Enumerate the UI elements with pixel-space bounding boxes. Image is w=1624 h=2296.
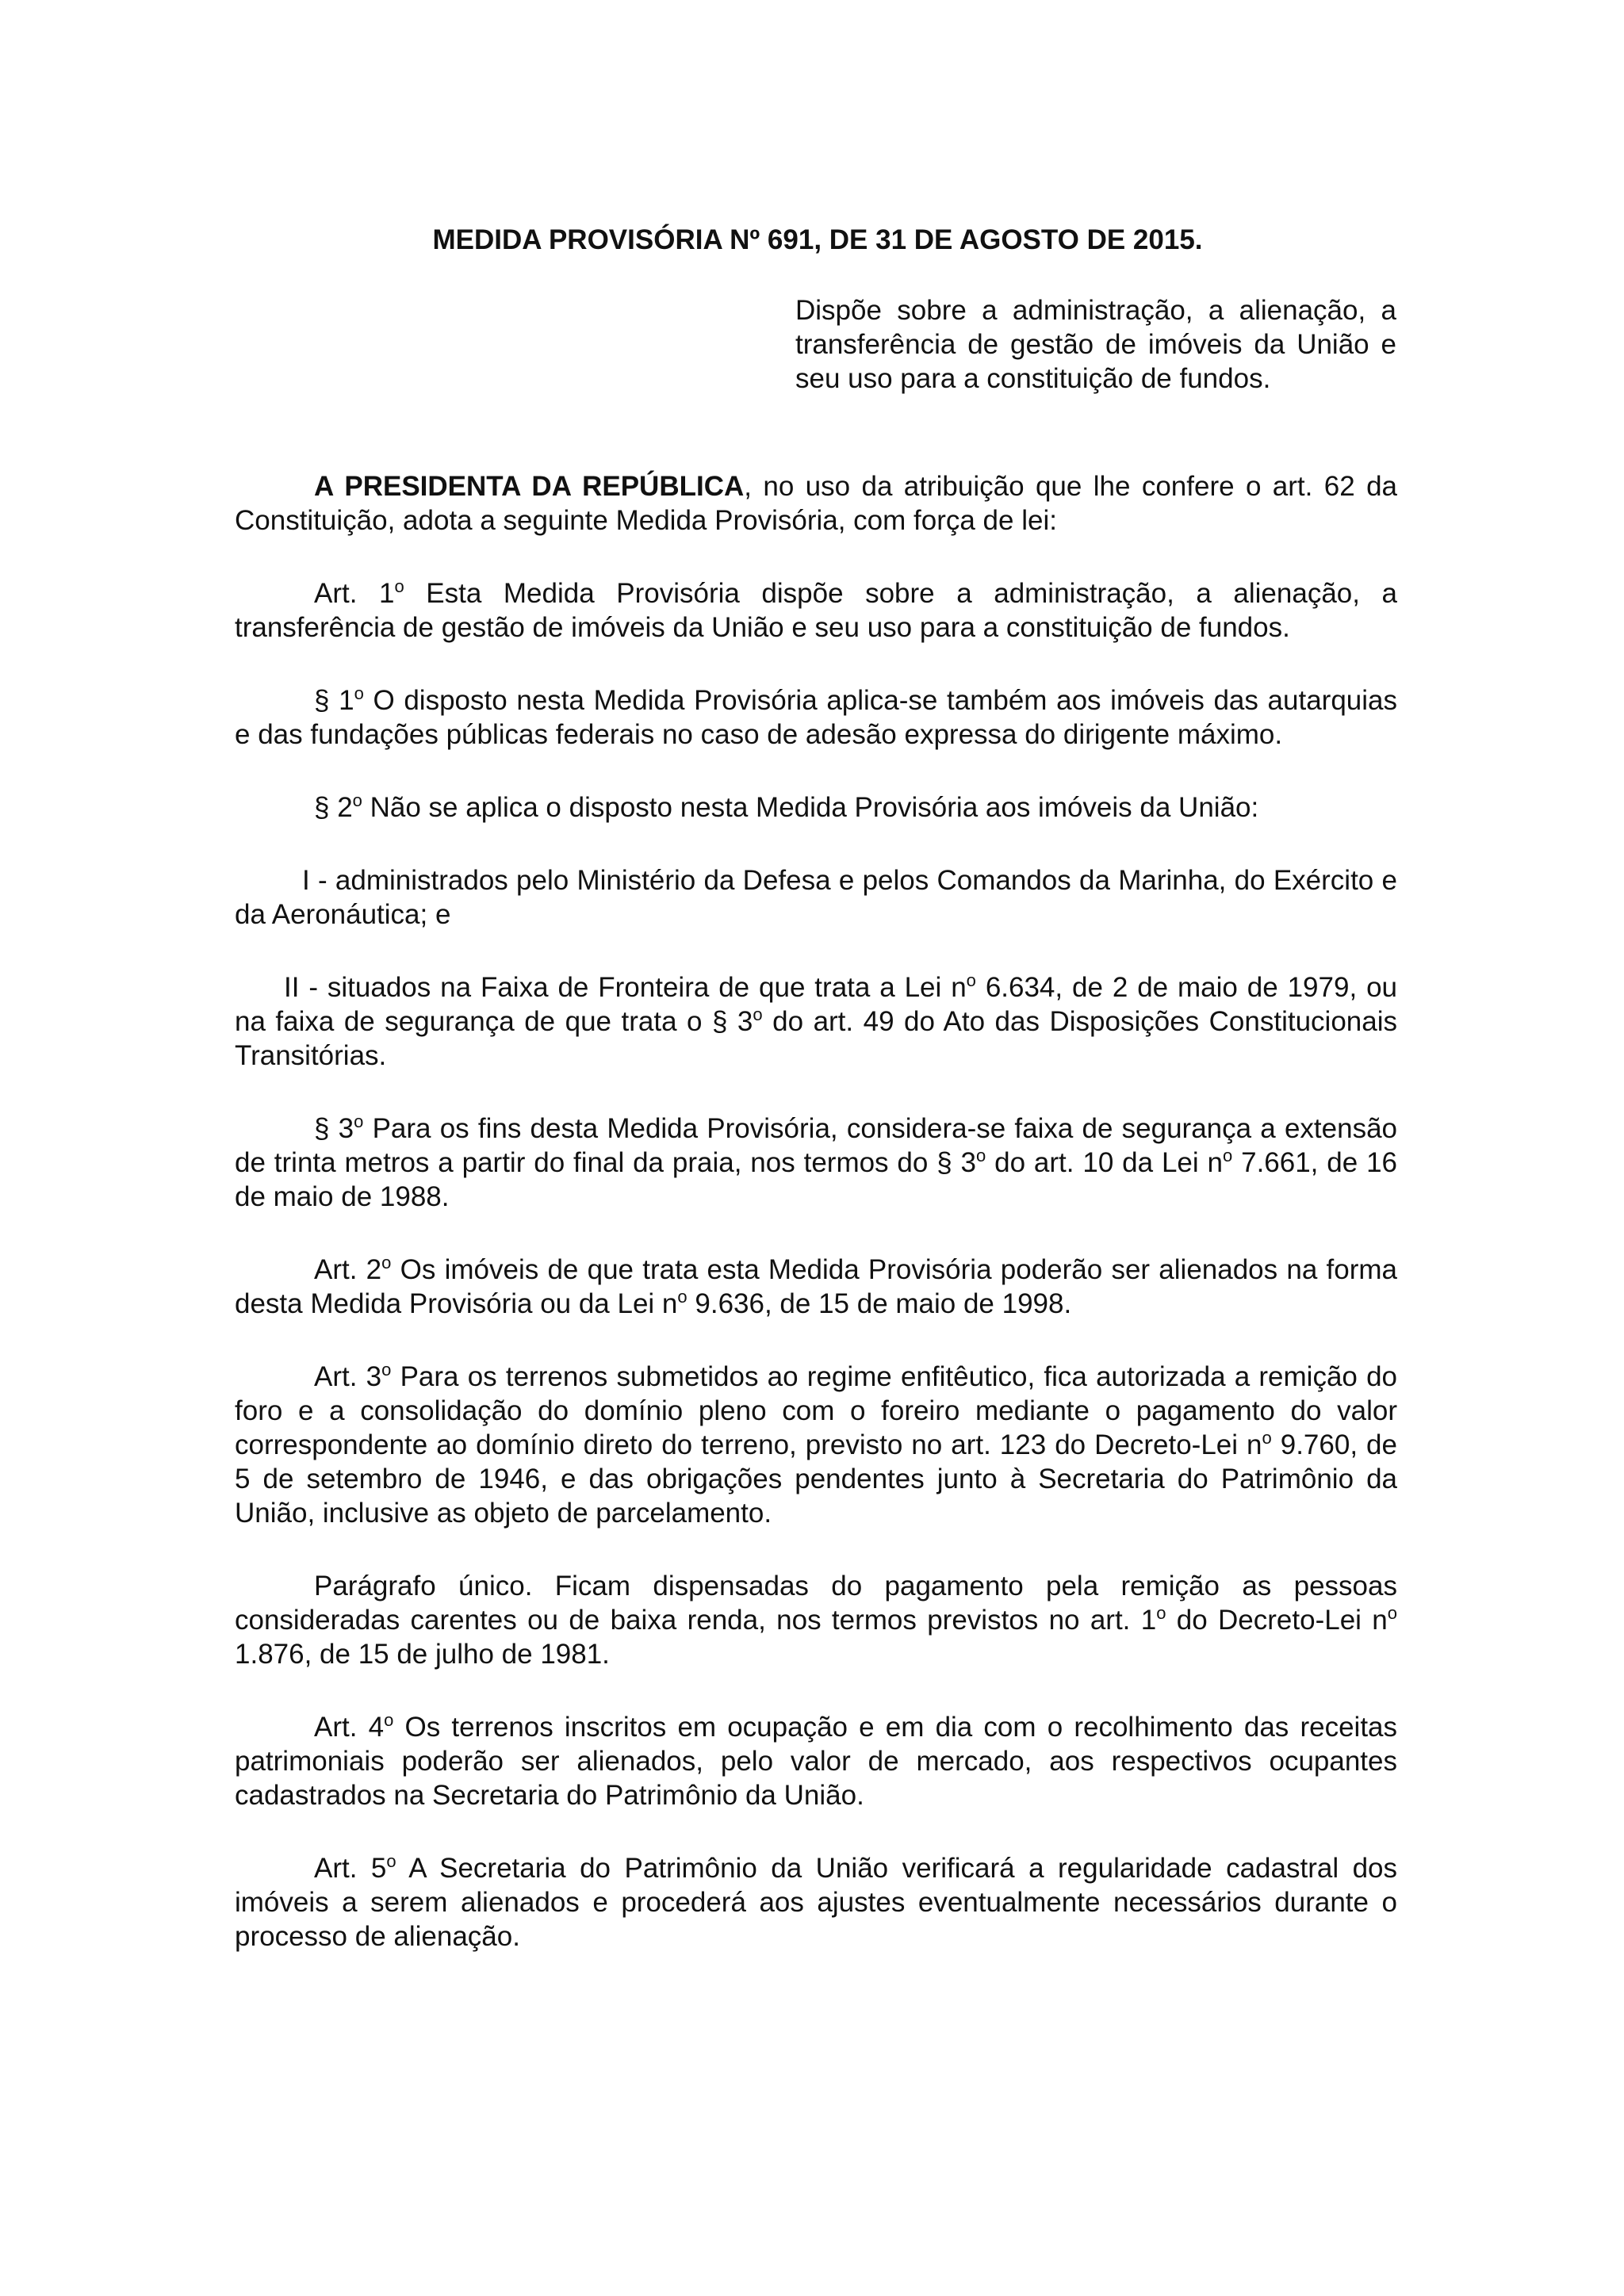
art3-text-a: Para os terrenos submetidos ao regime enfitêutico, fica autorizada a remição do foro e a consolidação do domínio pleno com o foreiro mediante o pagamento do valor correspondente ao domínio direto do terreno, previsto no art. 123 do Decreto-Lei n (235, 1361, 1398, 1460)
preamble-text: , no uso da atribuição que lhe confere o art. 62 da Constituição, adota a seguinte Medida Provisória, com força de lei: (235, 471, 1397, 536)
art1-ordinal: o (394, 576, 404, 596)
art1-p3-text-c: 7.661, de 16 de maio de 1988. (235, 1147, 1397, 1212)
art4 (235, 1710, 1397, 1812)
art2-text-b: 9.636, de 15 de maio de 1998. (687, 1288, 1072, 1319)
art3 (235, 1360, 1397, 1530)
preamble (235, 469, 1397, 538)
document-body (235, 469, 1397, 1992)
art2-ordinal-2: o (677, 1287, 688, 1307)
art1-p1-text: O disposto nesta Medida Provisória aplica-se também aos imóveis das autarquias e das fundações públicas federais no caso de adesão expressa do dirigente máximo. (235, 685, 1397, 750)
art1-p3-ordinal: o (354, 1112, 364, 1131)
art1-paragraph-1 (235, 683, 1397, 752)
art4-label: Art. 4 (314, 1712, 385, 1743)
art1-p3-text-b: do art. 10 da Lei n (986, 1147, 1223, 1178)
art5-label: Art. 5 (314, 1853, 387, 1884)
preamble-authority: A PRESIDENTA DA REPÚBLICA (314, 471, 745, 502)
art1-p2-label: § 2 (314, 792, 353, 823)
art2-ordinal: o (381, 1253, 392, 1272)
inc2-text-b: 6.634, de 2 de maio de 1979, ou na faixa de segurança de que trata o § 3 (235, 972, 1397, 1037)
art3-paragrafo-unico (235, 1569, 1397, 1671)
art5 (235, 1851, 1397, 1954)
art2-text-a: Os imóveis de que trata esta Medida Provisória poderão ser alienados na forma desta Medida Provisória ou da Lei n (235, 1254, 1398, 1319)
art5-text: A Secretaria do Patrimônio da União verificará a regularidade cadastral dos imóveis a serem alienados e procederá aos ajustes eventualmente necessários durante o processo de alienação. (235, 1853, 1398, 1952)
art3-label: Art. 3 (314, 1361, 382, 1392)
art1-label: Art. 1 (314, 578, 395, 609)
art3-pu-ordinal-2: o (1387, 1603, 1397, 1623)
art1-p3-text-a: Para os fins desta Medida Provisória, considera-se faixa de segurança a extensão de trinta metros a partir do final da praia, nos termos do § 3 (235, 1113, 1397, 1178)
art5-ordinal: o (386, 1851, 396, 1871)
art1-p3-ordinal-2: o (976, 1146, 986, 1165)
art1-caput (235, 576, 1397, 645)
art1-p3-label: § 3 (314, 1113, 354, 1144)
art1-inciso-2 (235, 970, 1397, 1073)
inc2-text-a: II - situados na Faixa de Fronteira de que trata a Lei n (284, 972, 967, 1003)
art1-inciso-1: I - administrados pelo Ministério da Defesa e pelos Comandos da Marinha, do Exército e da Aeronáutica; e (235, 865, 1397, 930)
art1-text: Esta Medida Provisória dispõe sobre a administração, a alienação, a transferência de gestão de imóveis da União e seu uso para a constituição de fundos. (235, 578, 1397, 643)
art3-ordinal-2: o (1262, 1428, 1272, 1448)
art1-paragraph-3 (235, 1112, 1397, 1214)
document-title: MEDIDA PROVISÓRIA Nº 691, DE 31 DE AGOSTO DE 2015. (432, 224, 1203, 255)
art3-pu-text-a: Parágrafo único. Ficam dispensadas do pagamento pela remição as pessoas consideradas carentes ou de baixa renda, nos termos previstos no art. 1 (235, 1571, 1397, 1636)
art3-ordinal: o (381, 1360, 392, 1380)
art2 (235, 1253, 1397, 1321)
inc2-ordinal-1: o (966, 970, 976, 990)
art1-p1-ordinal: o (354, 683, 364, 703)
art3-pu-ordinal: o (1156, 1603, 1166, 1623)
art3-text-b: 9.760, de 5 de setembro de 1946, e das obrigações pendentes junto à Secretaria do Patrimônio da União, inclusive as objeto de parcelamento. (235, 1429, 1397, 1529)
art1-p1-label: § 1 (314, 685, 354, 716)
art1-p3-ordinal-3: o (1222, 1146, 1233, 1165)
art2-label: Art. 2 (314, 1254, 382, 1285)
art1-p2-text: Não se aplica o disposto nesta Medida Provisória aos imóveis da União: (362, 792, 1259, 823)
art1-paragraph-2 (235, 790, 1397, 825)
art1-p2-ordinal: o (352, 790, 362, 810)
art3-pu-text-c: 1.876, de 15 de julho de 1981. (235, 1639, 610, 1670)
art4-ordinal: o (384, 1710, 394, 1730)
inc2-text-c: do art. 49 do Ato das Disposições Constitucionais Transitórias. (235, 1006, 1397, 1071)
inc2-ordinal-2: o (753, 1004, 763, 1024)
art3-pu-text-b: do Decreto-Lei n (1166, 1605, 1388, 1636)
ementa: Dispõe sobre a administração, a alienação, a transferência de gestão de imóveis da União e seu uso para a constituição de fundos. (795, 295, 1396, 394)
art4-text: Os terrenos inscritos em ocupação e em dia com o recolhimento das receitas patrimoniais poderão ser alienados, pelo valor de mercado, aos respectivos ocupantes cadastrados na Secretaria do Patrimônio da União. (235, 1712, 1398, 1811)
